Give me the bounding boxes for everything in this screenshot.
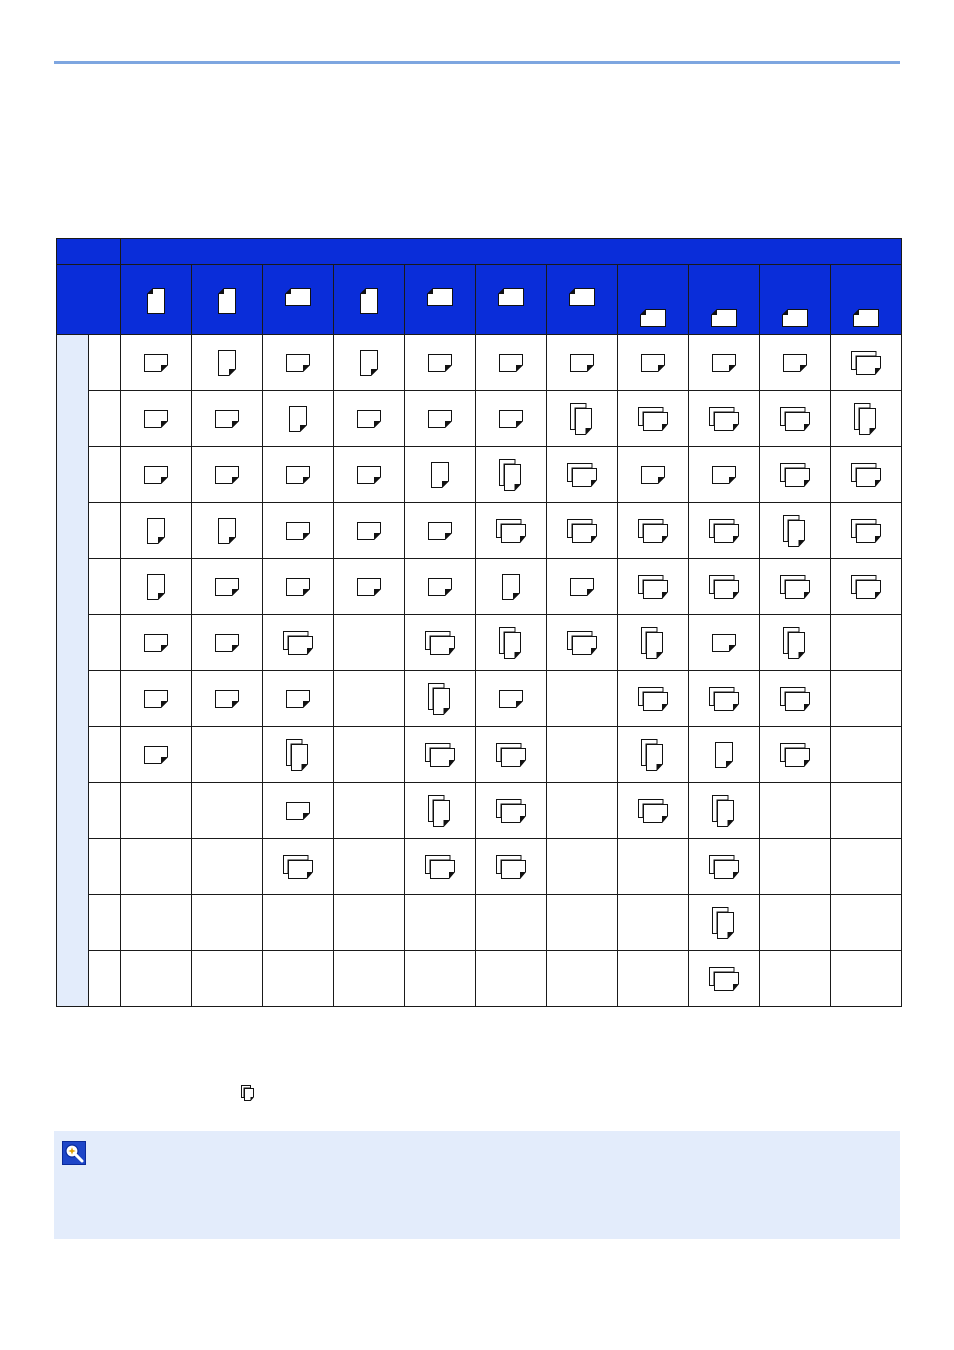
- table-cell: [192, 447, 263, 503]
- table-cell: [618, 615, 689, 671]
- stacked-landscape-icon: [708, 686, 740, 712]
- table-cell: [405, 335, 476, 391]
- table-cell: [263, 839, 334, 895]
- stacked-portrait-icon: [498, 626, 524, 660]
- table-row: [57, 839, 902, 895]
- table-row: [57, 335, 902, 391]
- single-landscape-icon: [356, 465, 382, 485]
- table-cell: [263, 559, 334, 615]
- single-landscape-icon: [143, 409, 169, 429]
- table-cell: [192, 671, 263, 727]
- stacked-landscape-icon: [850, 574, 882, 600]
- single-landscape-icon: [427, 409, 453, 429]
- single-landscape-icon: [214, 465, 240, 485]
- table-cell: [192, 559, 263, 615]
- table-cell: [476, 783, 547, 839]
- stacked-landscape-icon: [637, 518, 669, 544]
- table-cell: [334, 559, 405, 615]
- stacked-landscape-icon: [637, 574, 669, 600]
- single-landscape-icon: [285, 465, 311, 485]
- row-label-cell: [89, 615, 121, 671]
- table-row: [57, 447, 902, 503]
- single-portrait-icon: [217, 349, 237, 377]
- header-col-4: [334, 265, 405, 335]
- single-landscape-icon: [782, 353, 808, 373]
- single-landscape-icon: [214, 409, 240, 429]
- table-cell: [618, 839, 689, 895]
- table-cell: [618, 783, 689, 839]
- table-row: [57, 727, 902, 783]
- row-label-cell: [89, 503, 121, 559]
- table-cell: [689, 503, 760, 559]
- table-cell: [760, 447, 831, 503]
- table-cell: [121, 447, 192, 503]
- stacked-landscape-icon: [708, 966, 740, 992]
- table-cell: [618, 951, 689, 1007]
- note-magnifier-icon: [62, 1141, 86, 1170]
- row-label-cell: [89, 895, 121, 951]
- table-cell: [476, 671, 547, 727]
- table-cell: [405, 503, 476, 559]
- table-cell: [192, 839, 263, 895]
- table-cell: [121, 727, 192, 783]
- table-cell: [476, 951, 547, 1007]
- header-row-top: [57, 239, 902, 265]
- table-cell: [618, 895, 689, 951]
- header-col-11: [831, 265, 902, 335]
- single-landscape-icon: [143, 465, 169, 485]
- table-cell: [263, 447, 334, 503]
- single-portrait-icon: [146, 573, 166, 601]
- sheet-landscape-corner-icon: [781, 308, 809, 328]
- table-cell: [547, 559, 618, 615]
- table-cell: [760, 727, 831, 783]
- stacked-landscape-icon: [850, 518, 882, 544]
- single-landscape-icon: [214, 577, 240, 597]
- stacked-portrait-icon: [427, 794, 453, 828]
- single-landscape-icon: [214, 689, 240, 709]
- stacked-landscape-icon: [637, 798, 669, 824]
- table-cell: [405, 671, 476, 727]
- stacked-landscape-icon: [779, 406, 811, 432]
- header-label-cell: [57, 265, 121, 335]
- single-landscape-icon: [640, 465, 666, 485]
- single-landscape-icon: [143, 745, 169, 765]
- single-landscape-icon: [498, 689, 524, 709]
- header-col-10: [760, 265, 831, 335]
- stacked-portrait-icon: [498, 458, 524, 492]
- single-portrait-icon: [430, 461, 450, 489]
- stacked-landscape-icon: [708, 574, 740, 600]
- table-row: [57, 391, 902, 447]
- stacked-portrait-icon: [285, 738, 311, 772]
- table-cell: [405, 447, 476, 503]
- orientation-table: [56, 238, 902, 1007]
- stacked-portrait-icon: [640, 738, 666, 772]
- table-cell: [334, 951, 405, 1007]
- table-cell: [618, 335, 689, 391]
- table-cell: [192, 391, 263, 447]
- table-row: [57, 951, 902, 1007]
- table-cell: [831, 671, 902, 727]
- table-row: [57, 895, 902, 951]
- table-cell: [476, 895, 547, 951]
- sheet-landscape-corner-icon: [426, 287, 454, 307]
- sheet-landscape-corner-icon: [568, 287, 596, 307]
- table-cell: [263, 615, 334, 671]
- header-col-6: [476, 265, 547, 335]
- single-portrait-icon: [501, 573, 521, 601]
- header-col-1: [121, 265, 192, 335]
- header-col-5: [405, 265, 476, 335]
- stacked-landscape-icon: [850, 350, 882, 376]
- stacked-landscape-icon: [708, 854, 740, 880]
- table-cell: [334, 783, 405, 839]
- single-landscape-icon: [356, 577, 382, 597]
- table-cell: [263, 671, 334, 727]
- table-row: [57, 503, 902, 559]
- stacked-landscape-icon: [779, 742, 811, 768]
- single-portrait-icon: [217, 517, 237, 545]
- table-cell: [476, 391, 547, 447]
- header-col-7: [547, 265, 618, 335]
- table-cell: [476, 727, 547, 783]
- stacked-landscape-icon: [850, 462, 882, 488]
- table-cell: [760, 335, 831, 391]
- table-cell: [547, 391, 618, 447]
- table-cell: [192, 783, 263, 839]
- stacked-landscape-icon: [779, 574, 811, 600]
- table-cell: [334, 447, 405, 503]
- row-label-cell: [89, 951, 121, 1007]
- table-cell: [405, 783, 476, 839]
- stacked-landscape-icon: [566, 630, 598, 656]
- stacked-landscape-icon: [495, 518, 527, 544]
- table-cell: [476, 447, 547, 503]
- stacked-landscape-icon: [495, 798, 527, 824]
- table-cell: [689, 447, 760, 503]
- header-col-9: [689, 265, 760, 335]
- sheet-landscape-corner-icon: [639, 308, 667, 328]
- header-span-cell: [121, 239, 902, 265]
- table-row: [57, 671, 902, 727]
- table-cell: [405, 895, 476, 951]
- single-landscape-icon: [214, 633, 240, 653]
- single-landscape-icon: [285, 689, 311, 709]
- single-landscape-icon: [356, 409, 382, 429]
- row-label-cell: [89, 335, 121, 391]
- stacked-landscape-icon: [637, 686, 669, 712]
- table-cell: [334, 391, 405, 447]
- sheet-landscape-corner-icon: [284, 287, 312, 307]
- table-cell: [547, 783, 618, 839]
- table-cell: [547, 727, 618, 783]
- stacked-landscape-icon: [779, 686, 811, 712]
- table-cell: [547, 615, 618, 671]
- table-cell: [121, 951, 192, 1007]
- stacked-landscape-icon: [566, 518, 598, 544]
- stacked-landscape-icon: [495, 742, 527, 768]
- header-corner-cell: [57, 239, 121, 265]
- table-cell: [121, 895, 192, 951]
- table-cell: [689, 895, 760, 951]
- stacked-landscape-icon: [637, 406, 669, 432]
- single-landscape-icon: [285, 577, 311, 597]
- table-cell: [192, 951, 263, 1007]
- table-cell: [476, 503, 547, 559]
- single-portrait-icon: [146, 517, 166, 545]
- row-label-cell: [89, 671, 121, 727]
- table-cell: [121, 559, 192, 615]
- table-cell: [334, 671, 405, 727]
- table-cell: [405, 951, 476, 1007]
- single-portrait-icon: [288, 405, 308, 433]
- single-landscape-icon: [285, 801, 311, 821]
- table-cell: [618, 559, 689, 615]
- table-cell: [689, 839, 760, 895]
- row-label-cell: [89, 391, 121, 447]
- single-portrait-icon: [714, 741, 734, 769]
- table-cell: [476, 335, 547, 391]
- table-cell: [760, 503, 831, 559]
- single-landscape-icon: [711, 465, 737, 485]
- single-landscape-icon: [427, 521, 453, 541]
- single-landscape-icon: [285, 353, 311, 373]
- stacked-portrait-icon: [711, 794, 737, 828]
- table-cell: [760, 783, 831, 839]
- table-cell: [263, 335, 334, 391]
- table-cell: [334, 503, 405, 559]
- table-row: [57, 615, 902, 671]
- single-landscape-icon: [498, 353, 524, 373]
- table-cell: [547, 335, 618, 391]
- table-cell: [405, 727, 476, 783]
- table-cell: [121, 671, 192, 727]
- table-cell: [831, 727, 902, 783]
- single-landscape-icon: [640, 353, 666, 373]
- table-cell: [476, 615, 547, 671]
- table-cell: [192, 503, 263, 559]
- table-cell: [831, 447, 902, 503]
- table-cell: [334, 895, 405, 951]
- table-cell: [831, 615, 902, 671]
- table-cell: [334, 727, 405, 783]
- table-cell: [689, 671, 760, 727]
- table-cell: [192, 335, 263, 391]
- table-cell: [689, 727, 760, 783]
- table-cell: [192, 727, 263, 783]
- table-cell: [618, 671, 689, 727]
- stacked-portrait-icon: [853, 402, 879, 436]
- table-row: [57, 783, 902, 839]
- stacked-landscape-icon: [424, 630, 456, 656]
- table-cell: [405, 559, 476, 615]
- sheet-landscape-corner-icon: [852, 308, 880, 328]
- table-cell: [618, 447, 689, 503]
- header-col-3: [263, 265, 334, 335]
- header-col-2: [192, 265, 263, 335]
- table-cell: [831, 503, 902, 559]
- row-group-side-cell: [57, 335, 89, 1007]
- table-cell: [405, 615, 476, 671]
- sheet-landscape-corner-icon: [710, 308, 738, 328]
- table-cell: [192, 615, 263, 671]
- table-cell: [618, 727, 689, 783]
- stacked-portrait-icon: [711, 906, 737, 940]
- single-landscape-icon: [143, 689, 169, 709]
- row-label-cell: [89, 727, 121, 783]
- table-cell: [760, 559, 831, 615]
- single-landscape-icon: [711, 633, 737, 653]
- table-cell: [547, 503, 618, 559]
- stacked-landscape-icon: [708, 518, 740, 544]
- single-landscape-icon: [356, 521, 382, 541]
- stacked-portrait-icon: [782, 514, 808, 548]
- stacked-landscape-icon: [282, 854, 314, 880]
- table-cell: [121, 391, 192, 447]
- table-cell: [263, 783, 334, 839]
- table-cell: [547, 447, 618, 503]
- table-cell: [760, 839, 831, 895]
- table-cell: [263, 503, 334, 559]
- stacked-landscape-icon: [495, 854, 527, 880]
- stacked-portrait-icon: [240, 1084, 256, 1107]
- row-label-cell: [89, 839, 121, 895]
- stacked-portrait-icon: [427, 682, 453, 716]
- table-cell: [476, 559, 547, 615]
- stacked-portrait-icon: [569, 402, 595, 436]
- table-cell: [760, 951, 831, 1007]
- top-rule: [54, 61, 900, 64]
- table-cell: [547, 895, 618, 951]
- stacked-landscape-icon: [424, 854, 456, 880]
- table-cell: [192, 895, 263, 951]
- row-label-cell: [89, 783, 121, 839]
- table-cell: [831, 839, 902, 895]
- stacked-landscape-icon: [282, 630, 314, 656]
- stacked-portrait-icon: [640, 626, 666, 660]
- table-cell: [760, 671, 831, 727]
- stacked-portrait-icon: [782, 626, 808, 660]
- header-col-8: [618, 265, 689, 335]
- header-row-icons: [57, 265, 902, 335]
- single-landscape-icon: [285, 521, 311, 541]
- table-cell: [689, 559, 760, 615]
- stacked-landscape-icon: [779, 462, 811, 488]
- table-cell: [121, 839, 192, 895]
- table-cell: [760, 615, 831, 671]
- single-landscape-icon: [427, 577, 453, 597]
- stacked-landscape-icon: [566, 462, 598, 488]
- single-landscape-icon: [143, 353, 169, 373]
- table-cell: [263, 895, 334, 951]
- table-cell: [547, 839, 618, 895]
- table-cell: [831, 951, 902, 1007]
- single-landscape-icon: [427, 353, 453, 373]
- table-cell: [334, 335, 405, 391]
- stacked-landscape-icon: [424, 742, 456, 768]
- table-cell: [334, 615, 405, 671]
- table-row: [57, 559, 902, 615]
- table-cell: [263, 727, 334, 783]
- table-cell: [831, 895, 902, 951]
- table-cell: [689, 783, 760, 839]
- table-cell: [121, 503, 192, 559]
- table-cell: [618, 503, 689, 559]
- row-label-cell: [89, 559, 121, 615]
- table-cell: [831, 391, 902, 447]
- table-cell: [405, 839, 476, 895]
- table-cell: [689, 951, 760, 1007]
- table-cell: [831, 559, 902, 615]
- stacked-landscape-icon: [708, 406, 740, 432]
- table-cell: [121, 335, 192, 391]
- table-cell: [689, 335, 760, 391]
- table-cell: [760, 895, 831, 951]
- table-cell: [405, 391, 476, 447]
- table-cell: [263, 951, 334, 1007]
- table-cell: [689, 391, 760, 447]
- sheet-landscape-corner-icon: [497, 287, 525, 307]
- table-cell: [476, 839, 547, 895]
- sheet-portrait-corner-icon: [217, 287, 237, 315]
- table-cell: [263, 391, 334, 447]
- table-cell: [831, 335, 902, 391]
- table-cell: [334, 839, 405, 895]
- table-cell: [689, 615, 760, 671]
- sheet-portrait-corner-icon: [359, 287, 379, 315]
- note-box: [54, 1131, 900, 1239]
- table-cell: [831, 783, 902, 839]
- table-cell: [760, 391, 831, 447]
- single-landscape-icon: [569, 353, 595, 373]
- single-landscape-icon: [498, 409, 524, 429]
- single-landscape-icon: [569, 577, 595, 597]
- table-cell: [547, 671, 618, 727]
- sheet-portrait-corner-icon: [146, 287, 166, 315]
- row-label-cell: [89, 447, 121, 503]
- single-portrait-icon: [359, 349, 379, 377]
- single-landscape-icon: [143, 633, 169, 653]
- single-landscape-icon: [711, 353, 737, 373]
- table-cell: [121, 615, 192, 671]
- table-cell: [121, 783, 192, 839]
- table-cell: [547, 951, 618, 1007]
- table-cell: [618, 391, 689, 447]
